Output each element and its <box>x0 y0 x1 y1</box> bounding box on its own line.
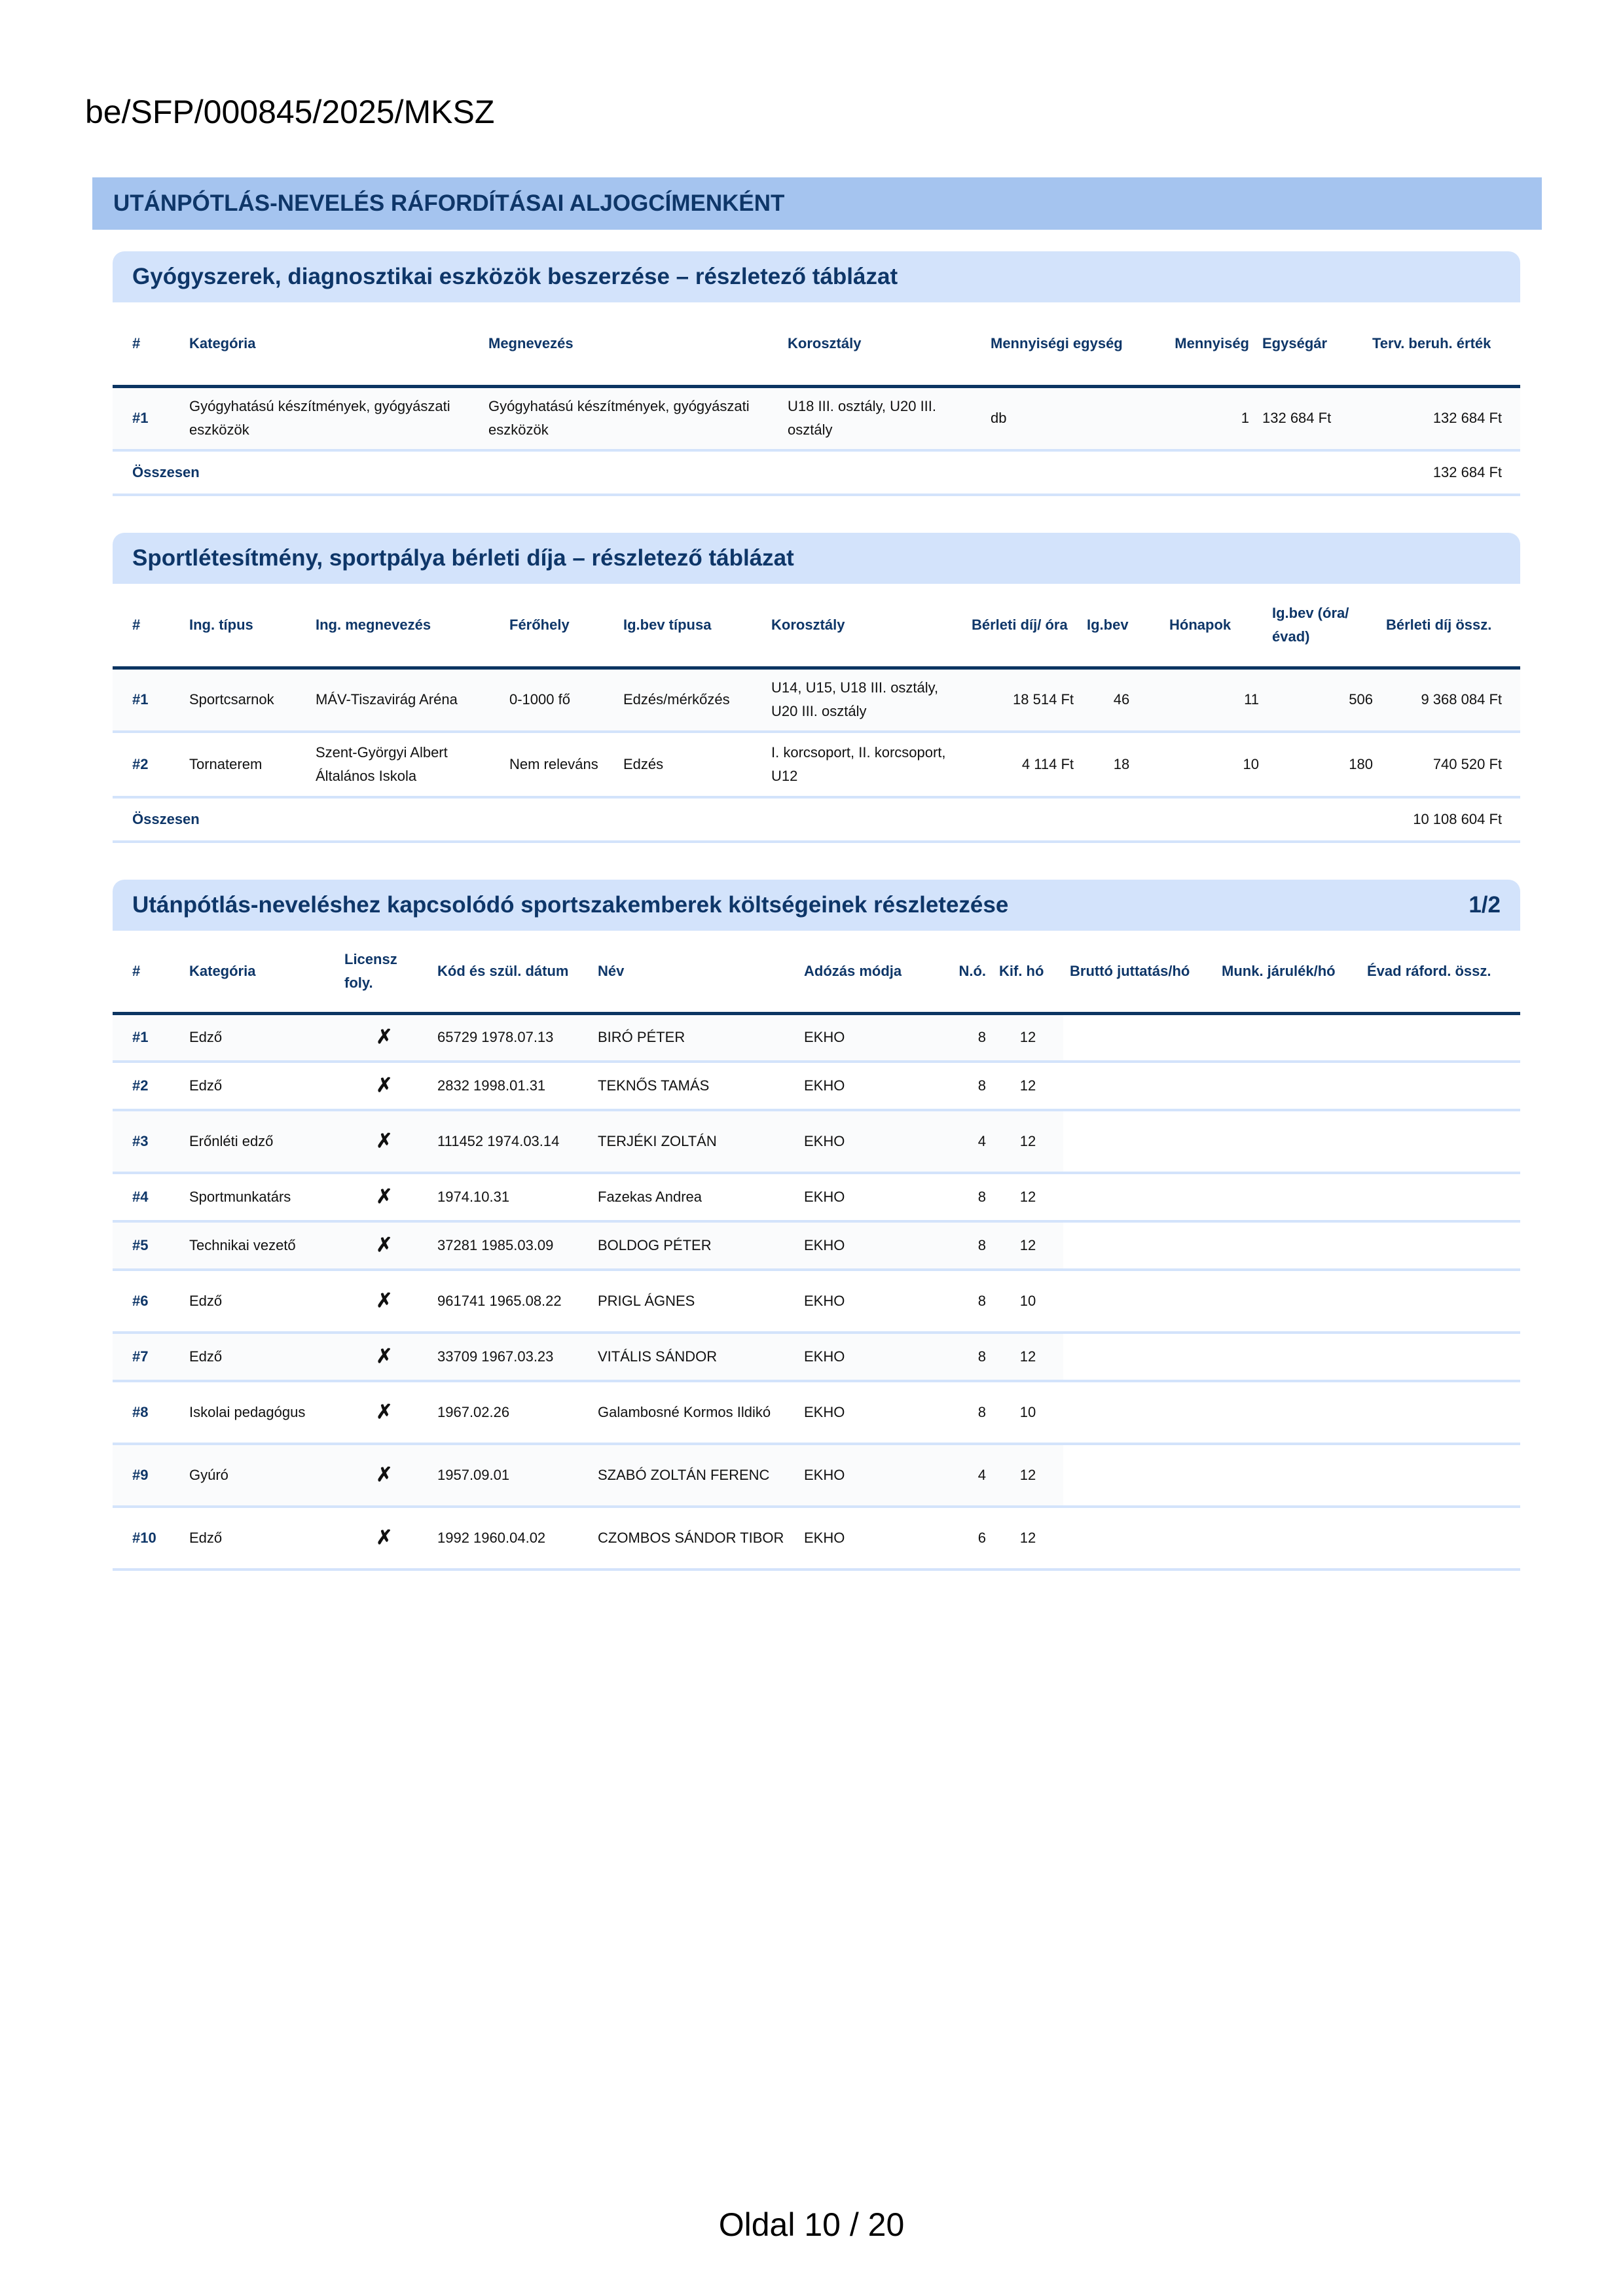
row-index: #4 <box>132 1189 149 1205</box>
table-row <box>113 1381 1520 1444</box>
section-header <box>113 251 1520 302</box>
name-cell: BOLDOG PÉTER <box>598 1237 712 1253</box>
season-hours-cell: 180 <box>1349 756 1373 772</box>
name-cell: CZOMBOS SÁNDOR TIBOR <box>598 1530 784 1546</box>
gross-pay-cell <box>1063 1013 1215 1062</box>
col-header: N.ó. <box>958 962 986 979</box>
name-cell: SZABÓ ZOLTÁN FERENC <box>598 1467 770 1483</box>
code-birthdate-cell: 1992 1960.04.02 <box>437 1530 546 1546</box>
col-header: Mennyiségi egység <box>991 334 1123 351</box>
total-label: Összesen <box>132 811 200 827</box>
no-cell: 8 <box>977 1293 986 1309</box>
tax-mode-cell: EKHO <box>804 1467 845 1483</box>
col-header: Terv. beruh. érték <box>1372 334 1491 351</box>
value-cell: 132 684 Ft <box>1432 410 1502 427</box>
table-row <box>113 386 1520 450</box>
months-paid-cell: 12 <box>1019 1348 1036 1365</box>
medicine-table <box>113 302 1520 496</box>
total-row <box>113 450 1520 495</box>
no-cell: 8 <box>977 1404 986 1420</box>
total-label: Összesen <box>132 464 200 480</box>
col-header: Adózás módja <box>804 962 902 979</box>
no-cell: 8 <box>977 1029 986 1046</box>
code-birthdate-cell: 1974.10.31 <box>437 1189 510 1205</box>
gross-pay-cell <box>1063 1333 1215 1381</box>
col-header: Ing. megnevezés <box>316 616 431 633</box>
category-cell: Edző <box>189 1077 223 1094</box>
col-header: Korosztály <box>771 616 845 633</box>
table-row <box>113 732 1520 797</box>
months-paid-cell: 10 <box>1019 1404 1036 1420</box>
employer-contribution-cell <box>1215 1507 1360 1570</box>
category-cell: Sportmunkatárs <box>189 1189 291 1205</box>
row-index: #5 <box>132 1237 149 1253</box>
quantity-cell: 1 <box>1241 410 1249 427</box>
row-index: #1 <box>132 691 149 708</box>
name-cell: Galambosné Kormos Ildikó <box>598 1404 771 1420</box>
row-index: #1 <box>132 1029 149 1046</box>
name-cell: Gyógyhatású készítmények, gyógyászati eszközök <box>488 398 750 439</box>
section-title: Utánpótlás-neveléshez kapcsolódó sportszakemberek költségeinek részletezése <box>132 892 1009 918</box>
col-header: Évad ráford. össz. <box>1367 962 1491 979</box>
season-total-cell <box>1360 1507 1520 1570</box>
table-header-row <box>113 584 1520 668</box>
total-value: 132 684 Ft <box>1432 464 1502 480</box>
license-cross-icon: ✗ <box>376 1346 393 1367</box>
age-group-cell: I. korcsoport, II. korcsoport, U12 <box>771 744 946 784</box>
col-header: Kód és szül. dátum <box>437 962 569 979</box>
staff-costs-table <box>113 931 1520 1571</box>
code-birthdate-cell: 2832 1998.01.31 <box>437 1077 546 1094</box>
col-header: Egységár <box>1262 334 1328 351</box>
category-cell: Erőnléti edző <box>189 1133 274 1149</box>
no-cell: 8 <box>977 1237 986 1253</box>
hourly-fee-cell: 4 114 Ft <box>1021 756 1074 772</box>
code-birthdate-cell: 1957.09.01 <box>437 1467 510 1483</box>
col-header: Munk. járulék/hó <box>1222 962 1336 979</box>
page-indicator: 1/2 <box>1468 892 1501 918</box>
usage-cell: 18 <box>1113 756 1130 772</box>
name-cell: TERJÉKI ZOLTÁN <box>598 1133 717 1149</box>
age-group-cell: U14, U15, U18 III. osztály, U20 III. osztály <box>771 679 939 720</box>
gross-pay-cell <box>1063 1381 1215 1444</box>
col-header: Kategória <box>189 334 256 351</box>
col-header: Korosztály <box>788 334 862 351</box>
months-paid-cell: 12 <box>1019 1237 1036 1253</box>
season-total-cell <box>1360 1173 1520 1221</box>
name-cell: BIRÓ PÉTER <box>598 1029 685 1046</box>
table-row <box>113 1444 1520 1507</box>
medicine-section <box>113 251 1520 496</box>
category-cell: Edző <box>189 1530 223 1546</box>
facility-rental-table <box>113 584 1520 843</box>
row-index: #2 <box>132 756 149 772</box>
gross-pay-cell <box>1063 1270 1215 1333</box>
row-index: #8 <box>132 1404 149 1420</box>
facility-type-cell: Sportcsarnok <box>189 691 274 708</box>
page-number: Oldal 10 / 20 <box>718 2206 905 2243</box>
months-paid-cell: 12 <box>1019 1029 1036 1046</box>
col-header: Bérleti díj össz. <box>1386 616 1492 633</box>
col-header: Kategória <box>189 962 256 979</box>
facility-name-cell: MÁV-Tiszavirág Aréna <box>316 691 458 708</box>
col-header: # <box>132 334 141 351</box>
category-cell: Gyúró <box>189 1467 228 1483</box>
months-paid-cell: 12 <box>1019 1189 1036 1205</box>
col-header: Név <box>598 962 625 979</box>
section-header <box>113 880 1520 931</box>
capacity-cell: Nem releváns <box>509 756 598 772</box>
license-cross-icon: ✗ <box>376 1401 393 1423</box>
gross-pay-cell <box>1063 1062 1215 1110</box>
name-cell: TEKNŐS TAMÁS <box>598 1077 710 1094</box>
no-cell: 8 <box>977 1189 986 1205</box>
row-index: #7 <box>132 1348 149 1365</box>
col-header: Bruttó juttatás/hó <box>1070 962 1190 979</box>
col-header: Hónapok <box>1169 616 1231 633</box>
code-birthdate-cell: 1967.02.26 <box>437 1404 510 1420</box>
employer-contribution-cell <box>1215 1270 1360 1333</box>
capacity-cell: 0-1000 fő <box>509 691 570 708</box>
months-paid-cell: 12 <box>1019 1467 1036 1483</box>
tax-mode-cell: EKHO <box>804 1293 845 1309</box>
months-cell: 11 <box>1244 691 1259 708</box>
tax-mode-cell: EKHO <box>804 1404 845 1420</box>
employer-contribution-cell <box>1215 1062 1360 1110</box>
season-total-cell <box>1360 1062 1520 1110</box>
fee-total-cell: 9 368 084 Ft <box>1421 691 1502 708</box>
table-row <box>113 1270 1520 1333</box>
no-cell: 8 <box>977 1077 986 1094</box>
employer-contribution-cell <box>1215 1221 1360 1270</box>
tax-mode-cell: EKHO <box>804 1133 845 1149</box>
season-total-cell <box>1360 1444 1520 1507</box>
total-row <box>113 797 1520 842</box>
col-header: Bérleti díj/ óra <box>972 616 1068 633</box>
category-cell: Iskolai pedagógus <box>189 1404 306 1420</box>
usage-type-cell: Edzés/mérkőzés <box>623 691 730 708</box>
no-cell: 8 <box>977 1348 986 1365</box>
table-header-row <box>113 931 1520 1013</box>
col-header: Ig.bev (óra/évad) <box>1272 604 1349 645</box>
unit-price-cell: 132 684 Ft <box>1262 410 1332 427</box>
employer-contribution-cell <box>1215 1013 1360 1062</box>
total-value: 10 108 604 Ft <box>1413 811 1502 827</box>
category-cell: Technikai vezető <box>189 1237 296 1253</box>
section-header <box>113 533 1520 584</box>
season-total-cell <box>1360 1013 1520 1062</box>
no-cell: 4 <box>977 1467 986 1483</box>
code-birthdate-cell: 111452 1974.03.14 <box>437 1133 560 1149</box>
code-birthdate-cell: 961741 1965.08.22 <box>437 1293 562 1309</box>
section-title: Gyógyszerek, diagnosztikai eszközök beszerzése – részletező táblázat <box>132 264 898 289</box>
row-index: #1 <box>132 410 149 427</box>
license-cross-icon: ✗ <box>376 1527 393 1549</box>
season-total-cell <box>1360 1381 1520 1444</box>
hourly-fee-cell: 18 514 Ft <box>1013 691 1074 708</box>
col-header: Kif. hó <box>999 962 1044 979</box>
name-cell: Fazekas Andrea <box>598 1189 702 1205</box>
season-total-cell <box>1360 1270 1520 1333</box>
category-cell: Edző <box>189 1293 223 1309</box>
row-index: #9 <box>132 1467 149 1483</box>
row-index: #2 <box>132 1077 149 1094</box>
col-header: # <box>132 962 141 979</box>
tax-mode-cell: EKHO <box>804 1237 845 1253</box>
age-group-cell: U18 III. osztály, U20 III. osztály <box>788 398 937 439</box>
name-cell: VITÁLIS SÁNDOR <box>598 1348 718 1365</box>
table-row <box>113 1333 1520 1381</box>
usage-type-cell: Edzés <box>623 756 664 772</box>
table-row <box>113 1062 1520 1110</box>
gross-pay-cell <box>1063 1507 1215 1570</box>
col-header: Licensz foly. <box>344 950 397 991</box>
table-row <box>113 1013 1520 1062</box>
name-cell: PRIGL ÁGNES <box>598 1293 695 1309</box>
col-header: Férőhely <box>509 616 570 633</box>
season-total-cell <box>1360 1221 1520 1270</box>
facility-name-cell: Szent-Györgyi Albert Általános Iskola <box>316 744 448 784</box>
license-cross-icon: ✗ <box>376 1290 393 1312</box>
facility-rental-section <box>113 533 1520 843</box>
months-cell: 10 <box>1243 756 1259 772</box>
table-row <box>113 1221 1520 1270</box>
col-header: Megnevezés <box>488 334 574 351</box>
main-section-banner: UTÁNPÓTLÁS-NEVELÉS RÁFORDÍTÁSAI ALJOGCÍMENKÉNT <box>92 177 1542 230</box>
license-cross-icon: ✗ <box>376 1464 393 1486</box>
document-id: be/SFP/000845/2025/MKSZ <box>85 94 495 130</box>
no-cell: 6 <box>977 1530 986 1546</box>
col-header: Ig.bev <box>1087 616 1129 633</box>
code-birthdate-cell: 65729 1978.07.13 <box>437 1029 554 1046</box>
facility-type-cell: Tornaterem <box>189 756 263 772</box>
row-index: #6 <box>132 1293 149 1309</box>
unit-cell: db <box>991 410 1007 427</box>
section-title: Sportlétesítmény, sportpálya bérleti díja – részletező táblázat <box>132 545 794 571</box>
license-cross-icon: ✗ <box>376 1130 393 1152</box>
table-row <box>113 1507 1520 1570</box>
category-cell: Gyógyhatású készítmények, gyógyászati eszközök <box>189 398 450 439</box>
table-row <box>113 668 1520 732</box>
gross-pay-cell <box>1063 1110 1215 1173</box>
col-header: Ing. típus <box>189 616 253 633</box>
tax-mode-cell: EKHO <box>804 1029 845 1046</box>
code-birthdate-cell: 33709 1967.03.23 <box>437 1348 554 1365</box>
employer-contribution-cell <box>1215 1381 1360 1444</box>
col-header: Ig.bev típusa <box>623 616 712 633</box>
fee-total-cell: 740 520 Ft <box>1432 756 1502 772</box>
employer-contribution-cell <box>1215 1110 1360 1173</box>
table-row <box>113 1173 1520 1221</box>
row-index: #3 <box>132 1133 149 1149</box>
row-index: #10 <box>132 1530 156 1546</box>
season-total-cell <box>1360 1333 1520 1381</box>
table-row <box>113 1110 1520 1173</box>
months-paid-cell: 10 <box>1019 1293 1036 1309</box>
staff-costs-section <box>113 880 1520 1571</box>
license-cross-icon: ✗ <box>376 1026 393 1049</box>
gross-pay-cell <box>1063 1444 1215 1507</box>
employer-contribution-cell <box>1215 1444 1360 1507</box>
tax-mode-cell: EKHO <box>804 1348 845 1365</box>
gross-pay-cell <box>1063 1173 1215 1221</box>
license-cross-icon: ✗ <box>376 1234 393 1256</box>
season-total-cell <box>1360 1110 1520 1173</box>
license-cross-icon: ✗ <box>376 1075 393 1096</box>
gross-pay-cell <box>1063 1221 1215 1270</box>
category-cell: Edző <box>189 1029 223 1046</box>
months-paid-cell: 12 <box>1019 1077 1036 1094</box>
tax-mode-cell: EKHO <box>804 1077 845 1094</box>
license-cross-icon: ✗ <box>376 1186 393 1208</box>
tax-mode-cell: EKHO <box>804 1189 845 1205</box>
table-header-row <box>113 302 1520 386</box>
category-cell: Edző <box>189 1348 223 1365</box>
months-paid-cell: 12 <box>1019 1133 1036 1149</box>
no-cell: 4 <box>977 1133 986 1149</box>
col-header: # <box>132 616 141 633</box>
employer-contribution-cell <box>1215 1173 1360 1221</box>
months-paid-cell: 12 <box>1019 1530 1036 1546</box>
season-hours-cell: 506 <box>1349 691 1373 708</box>
code-birthdate-cell: 37281 1985.03.09 <box>437 1237 554 1253</box>
col-header: Mennyiség <box>1175 334 1249 351</box>
tax-mode-cell: EKHO <box>804 1530 845 1546</box>
employer-contribution-cell <box>1215 1333 1360 1381</box>
usage-cell: 46 <box>1113 691 1130 708</box>
